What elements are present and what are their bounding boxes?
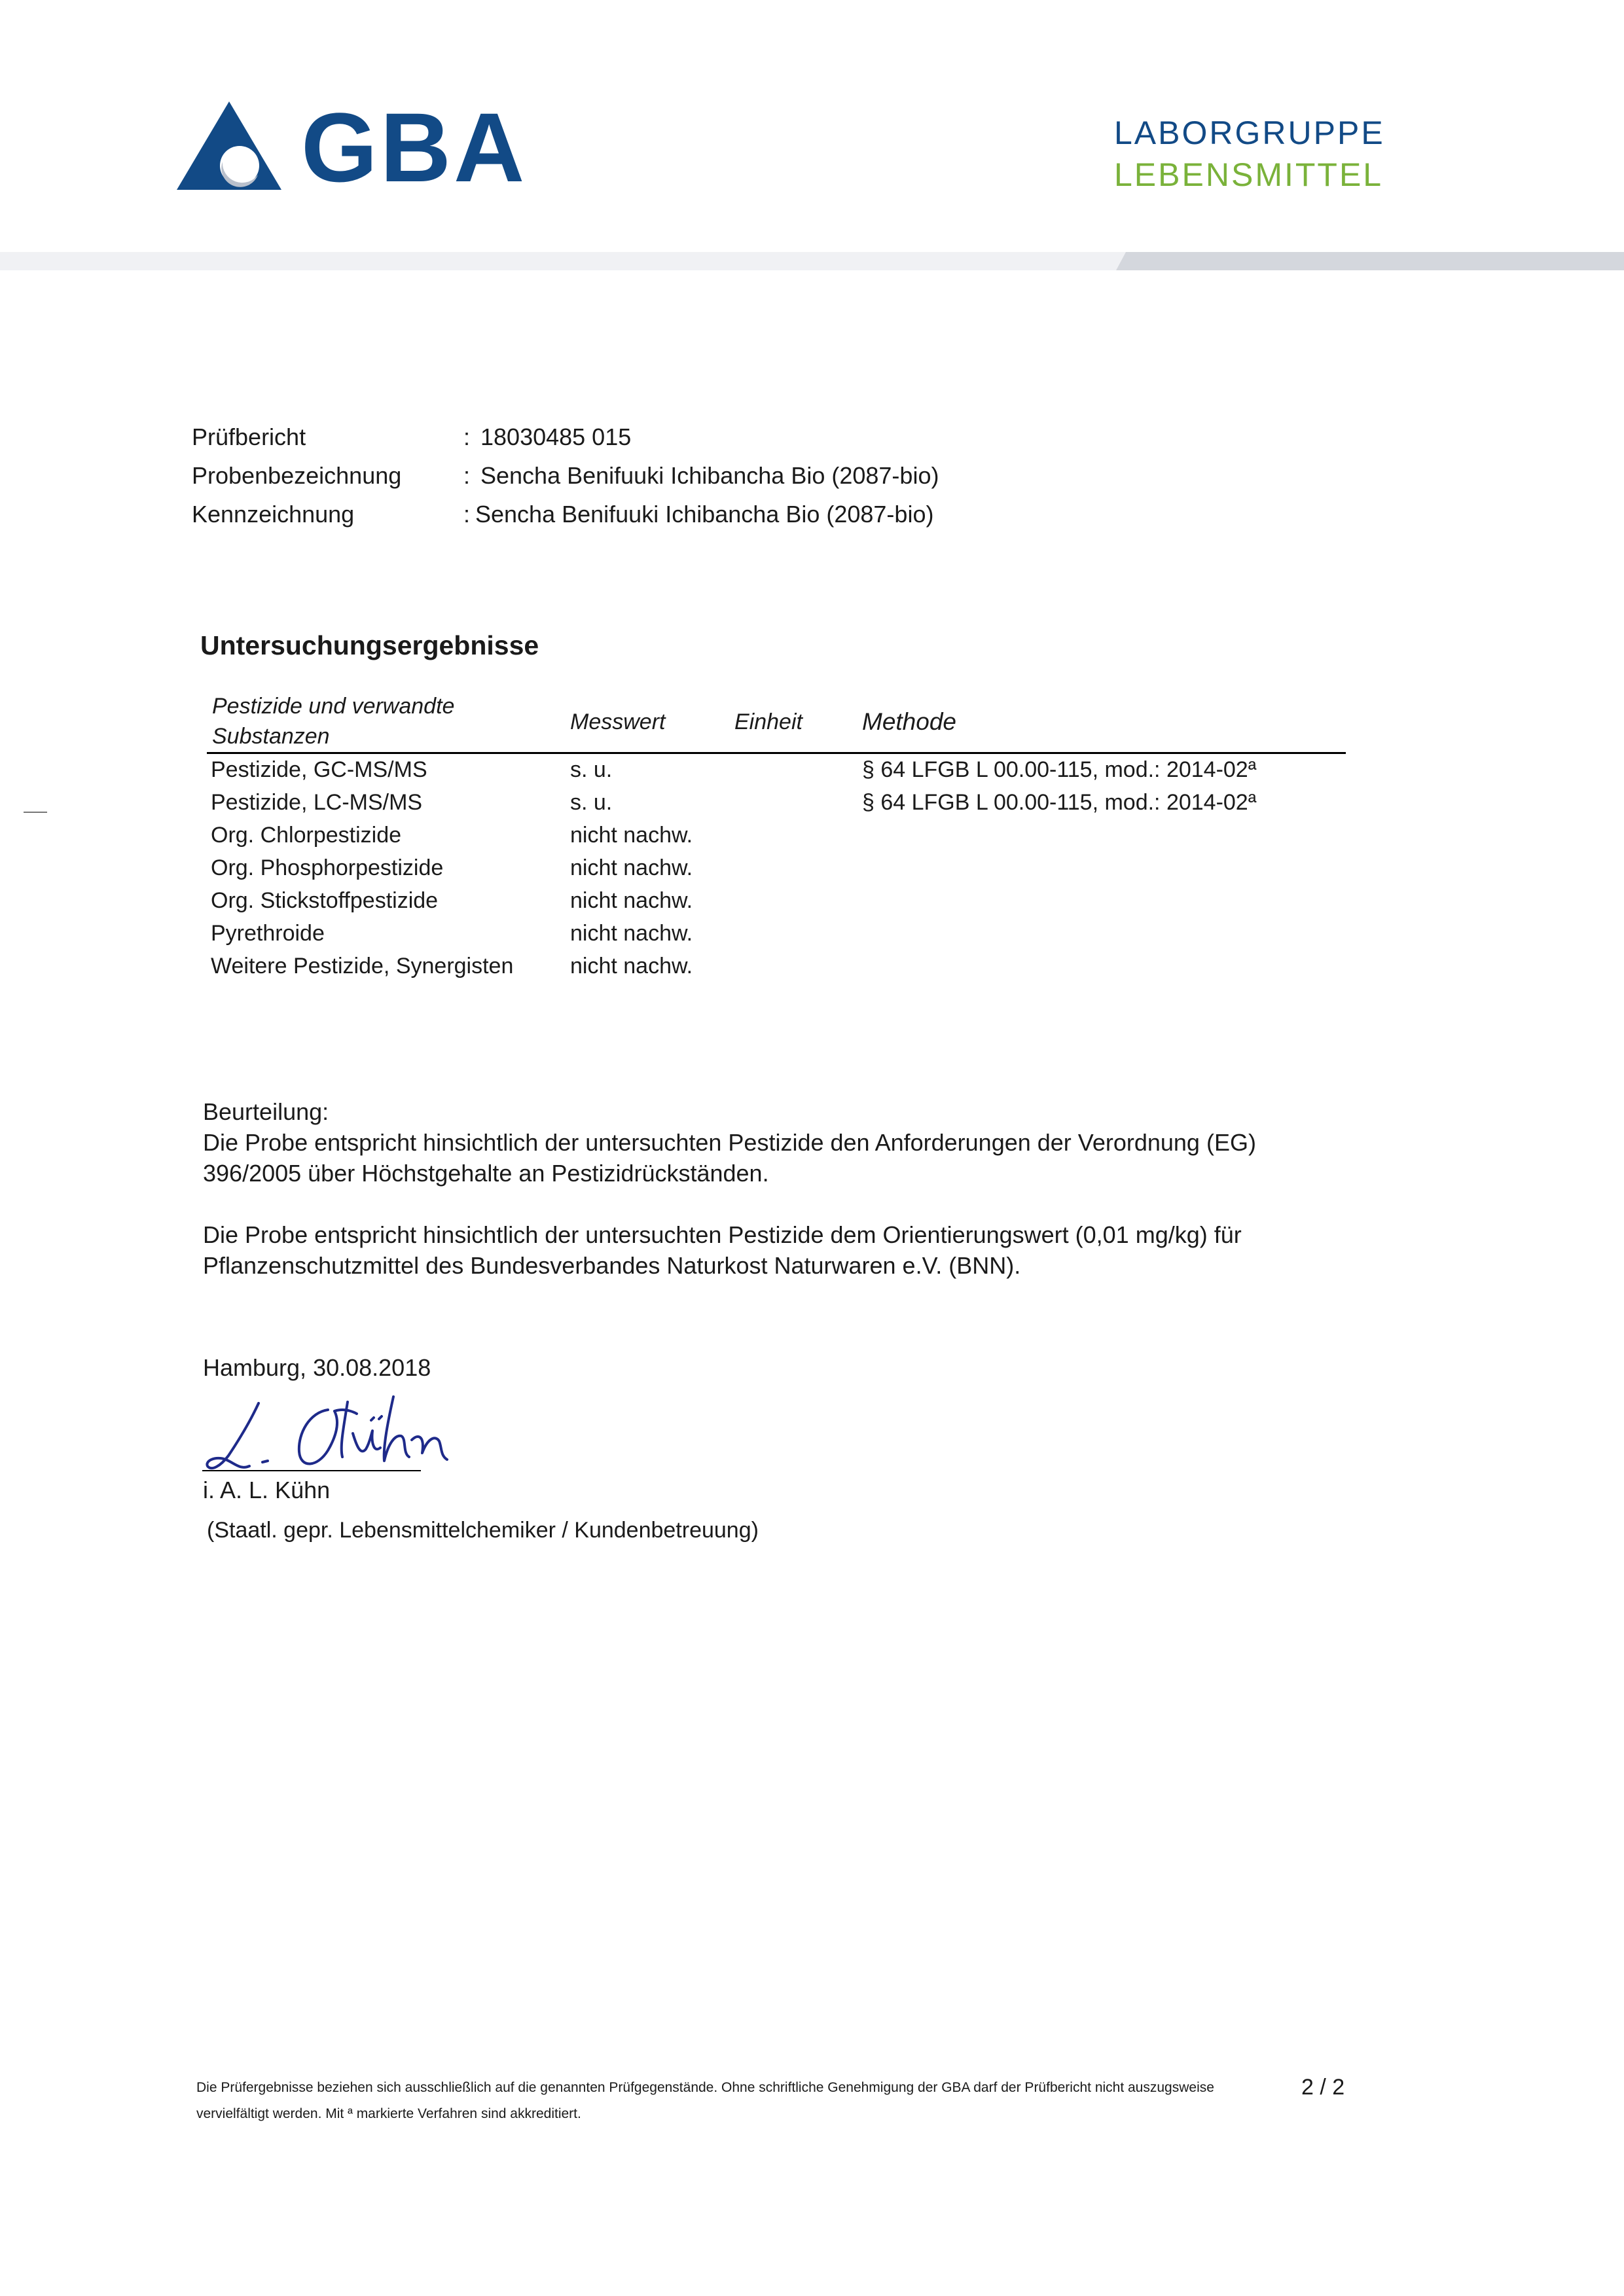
cell-value: nicht nachw. bbox=[570, 921, 693, 946]
logo-text: GBA bbox=[301, 92, 528, 202]
info-separator: : bbox=[463, 423, 471, 450]
place-date: Hamburg, 30.08.2018 bbox=[203, 1354, 431, 1381]
brand-line-1: LABORGRUPPE bbox=[1114, 115, 1385, 151]
header-value: Messwert bbox=[570, 709, 666, 734]
header-unit: Einheit bbox=[734, 709, 803, 734]
info-separator: : bbox=[463, 462, 471, 489]
section-title: Untersuchungsergebnisse bbox=[200, 630, 539, 660]
brand-line-2: LEBENSMITTEL bbox=[1114, 156, 1384, 193]
info-label: Kennzeichnung bbox=[192, 501, 355, 528]
cell-substance: Weitere Pestizide, Synergisten bbox=[211, 954, 514, 978]
sample-marking: Sencha Benifuuki Ichibancha Bio (2087-bio) bbox=[475, 501, 934, 528]
cell-value: nicht nachw. bbox=[570, 823, 693, 848]
header-substance-line1: Pestizide und verwandte bbox=[212, 694, 455, 719]
cell-value: nicht nachw. bbox=[570, 855, 693, 880]
cell-value: s. u. bbox=[570, 790, 613, 815]
sample-name: Sencha Benifuuki Ichibancha Bio (2087-bio) bbox=[480, 462, 939, 489]
assessment-text: Die Probe entspricht hinsichtlich der untersuchten Pestizide dem Orientierungswert (0,01 mg/kg) für bbox=[203, 1221, 1242, 1248]
info-label: Prüfbericht bbox=[192, 423, 306, 450]
signatory-role: (Staatl. gepr. Lebensmittelchemiker / Kundenbetreuung) bbox=[207, 1518, 759, 1543]
info-separator: : bbox=[463, 501, 471, 528]
cell-value: nicht nachw. bbox=[570, 954, 693, 978]
fold-mark bbox=[24, 812, 47, 813]
info-label: Probenbezeichnung bbox=[192, 462, 402, 489]
table-header-rule bbox=[207, 752, 1346, 754]
header-band bbox=[0, 252, 1624, 270]
header-method: Methode bbox=[862, 708, 956, 735]
cell-method: § 64 LFGB L 00.00-115, mod.: 2014-02ª bbox=[862, 790, 1257, 815]
footer-note: Die Prüfergebnisse beziehen sich ausschließlich auf die genannten Prüfgegenstände. Ohne schriftliche Genehmigung der GBA darf der Prüfbericht nicht auszugsweise vervielfältigt werden. Mit ª markierte Verfahren sind akkreditiert. bbox=[196, 2080, 1214, 2121]
report-number: 18030485 015 bbox=[480, 423, 632, 450]
cell-value: nicht nachw. bbox=[570, 888, 693, 913]
assessment-heading: Beurteilung: bbox=[203, 1098, 329, 1125]
cell-substance: Org. Stickstoffpestizide bbox=[211, 888, 439, 913]
signatory-name: i. A. L. Kühn bbox=[203, 1477, 331, 1503]
assessment-text: Pflanzenschutzmittel des Bundesverbandes Naturkost Naturwaren e.V. (BNN). bbox=[203, 1252, 1021, 1279]
gba-logo-mark bbox=[177, 101, 281, 190]
assessment-text: Die Probe entspricht hinsichtlich der untersuchten Pestizide den Anforderungen der Verordnung (EG) bbox=[203, 1129, 1256, 1156]
header-substance bbox=[212, 691, 454, 751]
cell-substance: Pestizide, GC-MS/MS bbox=[211, 757, 427, 782]
handwritten-signature bbox=[200, 1388, 481, 1486]
page-number: 2 / 2 bbox=[1301, 2075, 1345, 2100]
cell-substance: Org. Phosphorpestizide bbox=[211, 855, 444, 880]
header-substance-line2: Substanzen bbox=[212, 724, 330, 749]
assessment-text: 396/2005 über Höchstgehalte an Pestizidrückständen. bbox=[203, 1160, 769, 1187]
cell-method: § 64 LFGB L 00.00-115, mod.: 2014-02ª bbox=[862, 757, 1257, 782]
cell-value: s. u. bbox=[570, 757, 613, 782]
cell-substance: Org. Chlorpestizide bbox=[211, 823, 402, 848]
cell-substance: Pestizide, LC-MS/MS bbox=[211, 790, 423, 815]
cell-substance: Pyrethroide bbox=[211, 921, 325, 946]
